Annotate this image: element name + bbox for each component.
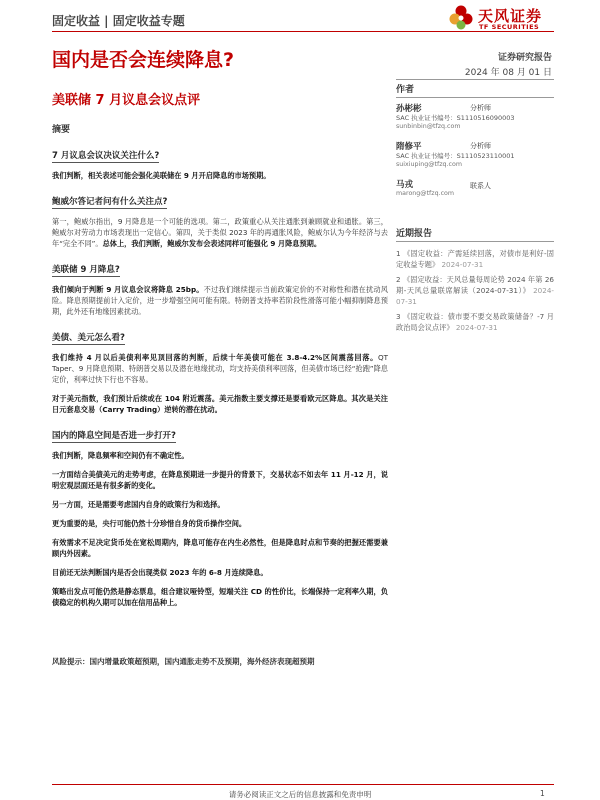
recent-report-title: 《固定收益：产需延续回落，对债市是利好-固定收益专题》 (396, 249, 554, 269)
author-name: 马戎 (396, 180, 414, 190)
section-paragraph: 第一，鲍威尔指出，9 月降息是一个可能的选项。第二，政策重心从关注通胀到兼顾就业和通胀。第三，鲍威尔对劳动力市场表现出一定信心。第四，关于类似 2023 年的再通胀风险，鲍威尔认为今年经济与去年“完全不同”。总体上，我们判断，鲍威尔发布会表述同样可能强化 9 月降息预期。 (52, 217, 388, 248)
section-paragraph: 我们维持 4 月以后美债利率见顶回落的判断，后续十年美债可能在 3.8-4.2%区间震荡回落。QT Taper、9 月降息预期、特朗普交易以及潜在地缘扰动，均支持美债利率回落，但美债市场已经“抢跑”降息定价，利率过快下行也不容易。 (52, 353, 388, 384)
recent-report-title: 《固定收益：天风总量每周论势 2024 年第 26 期-天风总量联席解读（2024-07-31）》 (396, 275, 554, 295)
author-email[interactable]: suixiuping@tfzq.com (396, 161, 462, 168)
recent-report-number: 3 (396, 312, 401, 321)
risk-warning: 风险提示：国内增量政策超预期，国内通胀走势不及预期，海外经济表现超预期 (52, 657, 315, 666)
recent-report-item[interactable] (396, 248, 554, 270)
author-name: 隋修平 (396, 142, 422, 152)
section-5 (52, 423, 388, 608)
recent-report-number: 2 (396, 275, 401, 284)
recent-report-date: 2024-07-31 (441, 260, 484, 269)
logo-text-en: TF SECURITIES (479, 23, 540, 31)
sidebar-divider (396, 79, 554, 80)
section-4 (52, 325, 388, 415)
section-heading: 鲍威尔答记者问有什么关注点? (52, 197, 168, 207)
author-email[interactable]: sunbinbin@tfzq.com (396, 123, 461, 130)
section-paragraph: 更为重要的是，央行可能仍然十分珍惜自身的货币操作空间。 (52, 519, 247, 528)
recent-report-title: 《固定收益：债市要不要交易政策储备？-7 月政治局会议点评》 (396, 312, 554, 332)
author-role: 分析师 (470, 104, 491, 112)
abstract-column (52, 122, 388, 616)
author-email[interactable]: marong@tfzq.com (396, 190, 455, 197)
logo-flower-icon (448, 4, 474, 30)
page-header (0, 0, 600, 40)
recent-reports-panel (396, 226, 554, 337)
header-divider (52, 31, 554, 32)
authors-panel (396, 82, 554, 204)
section-paragraph: 我们判断，降息频率和空间仍有不确定性。 (52, 451, 189, 460)
author-sac-number: SAC 执业证书编号：S1110523110001 (396, 152, 515, 160)
section-paragraph: 策略出发点可能仍然是静态票息，组合建议哑铃型，短端关注 CD 的性价比，长端保持一定利率久期，负债稳定的机构久期可以加在信用品种上。 (52, 587, 388, 607)
report-date: 2024 年 08 月 01 日 (464, 68, 552, 78)
author-entry (396, 102, 554, 140)
abstract-heading: 摘要 (52, 125, 71, 135)
recent-report-date: 2024-07-31 (396, 286, 554, 306)
author-role: 联系人 (470, 182, 491, 190)
logo-text-cn: 天风证券 (478, 7, 543, 25)
tf-securities-logo (448, 4, 568, 34)
author-entry (396, 140, 554, 178)
section-paragraph: 目前还无法判断国内是否会出现类似 2023 年的 6-8 月连续降息。 (52, 568, 268, 577)
author-entry (396, 178, 554, 204)
section-1 (52, 143, 388, 181)
author-name: 孙彬彬 (396, 104, 422, 114)
section-paragraph: 一方面结合美债美元的走势考虑，在降息预期进一步提升的背景下，交易状态不如去年 11 月-12 月，说明宏观层面还是有很多新的变化。 (52, 470, 388, 490)
report-title: 国内是否会连续降息? (52, 49, 235, 71)
section-paragraph: 另一方面，还是需要考虑国内自身的政策行为和选择。 (52, 500, 225, 509)
recent-reports-heading: 近期报告 (396, 226, 554, 242)
report-subtitle: 美联储 7 月议息会议点评 (52, 93, 201, 108)
report-category: 固定收益 | 固定收益专题 (52, 14, 185, 28)
recent-report-item[interactable] (396, 311, 554, 333)
section-paragraph: 我们倾向于判断 9 月议息会议将降息 25bp。不过我们继续提示当前政策定价的不对称性和潜在扰动风险。降息预期提前计入定价，进一步增强空间可能有限。特朗普支持率若阶段性滑落可能小幅抑制降息预期，此外还有地缘因素扰动。 (52, 285, 388, 316)
section-heading: 7 月议息会议决议关注什么? (52, 151, 160, 161)
section-paragraph: 对于美元指数，我们预计后续或在 104 附近震荡。美元指数主要支撑还是要看欧元区降息。其次是关注日元套息交易（Carry Trading）逆转的潜在扰动。 (52, 394, 388, 414)
recent-report-number: 1 (396, 249, 401, 258)
section-heading: 美联储 9 月降息? (52, 265, 120, 275)
recent-report-item[interactable] (396, 274, 554, 307)
section-paragraph: 有效需求不足决定货币处在宽松周期内，降息可能存在内生必然性，但是降息时点和节奏的把握还需要兼顾内外因素。 (52, 538, 388, 558)
author-sac-number: SAC 执业证书编号：S1110516090003 (396, 114, 515, 122)
report-type: 证券研究报告 (497, 53, 552, 63)
section-heading: 国内的降息空间是否进一步打开? (52, 431, 176, 441)
section-heading: 美债、美元怎么看? (52, 333, 125, 343)
section-3 (52, 257, 388, 317)
section-2 (52, 189, 388, 249)
recent-report-date: 2024-07-31 (455, 323, 498, 332)
disclaimer-footer: 请务必阅读正文之后的信息披露和免责申明 (228, 790, 372, 799)
author-role: 分析师 (470, 142, 491, 150)
page-number: 1 (540, 789, 545, 798)
footer-divider (52, 784, 554, 785)
authors-heading: 作者 (396, 82, 554, 98)
section-paragraph: 我们判断，相关表述可能会强化美联储在 9 月开启降息的市场预期。 (52, 171, 271, 180)
